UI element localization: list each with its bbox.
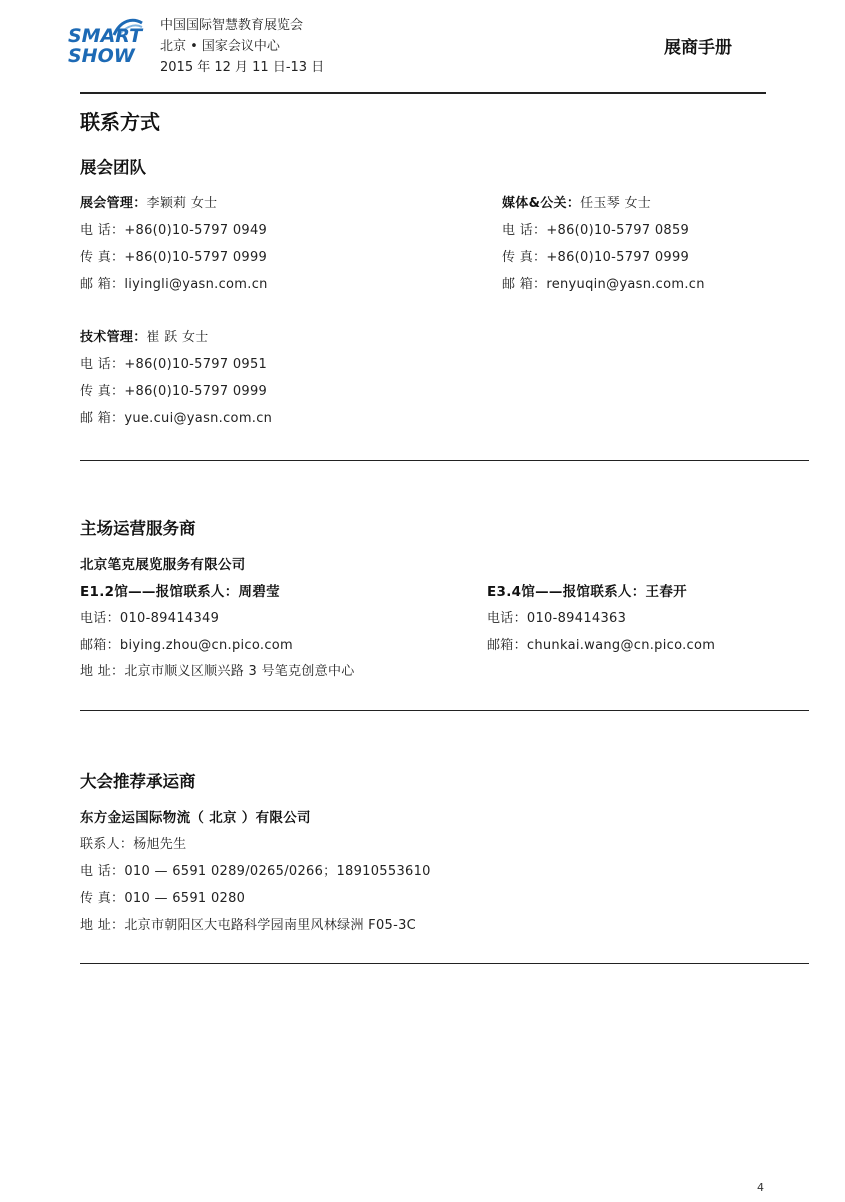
carrier-heading: 大会推荐承运商 (80, 772, 196, 791)
tech-fax: 传 真：+86(0)10-5797 0999 (80, 384, 268, 399)
media-role: 媒体&公关： (502, 196, 581, 211)
operator-divider (80, 710, 809, 711)
doc-title: 展商手册 (664, 38, 732, 58)
tech-tel: 电 话：+86(0)10-5797 0951 (80, 357, 268, 372)
carrier-company: 东方金运国际物流（ 北京 ）有限公司 (80, 810, 311, 826)
carrier-fax: 传 真：010 — 6591 0280 (80, 891, 246, 906)
mgmt-name: 李颖莉 女士 (146, 196, 218, 211)
carrier-address: 地 址：北京市朝阳区大屯路科学园南里风林绿洲 F05-3C (80, 918, 417, 933)
tech-role: 技术管理： (80, 330, 147, 345)
media-tel: 电 话：+86(0)10-5797 0859 (502, 223, 690, 238)
media-email: 邮 箱：renyuqin@yasn.com.cn (502, 277, 705, 292)
carrier-tel: 电 话：010 — 6591 0289/0265/0266；18910553610 (80, 864, 431, 879)
operator-left-tel: 电话：010-89414349 (80, 611, 220, 626)
operator-left-email: 邮箱：biying.zhou@cn.pico.com (80, 638, 294, 653)
team-divider (80, 460, 809, 461)
logo-word-show: SHOW (68, 45, 135, 67)
operator-right-head: E3.4馆——报馆联系人：王春开 (487, 584, 687, 600)
carrier-divider (80, 963, 809, 964)
carrier-contact: 联系人：杨旭先生 (80, 837, 187, 852)
logo-word-smart: SMART (68, 25, 143, 47)
media-name: 任玉琴 女士 (580, 196, 652, 211)
tech-email: 邮 箱：yue.cui@yasn.com.cn (80, 411, 273, 426)
operator-heading: 主场运营服务商 (80, 519, 196, 538)
mgmt-fax: 传 真：+86(0)10-5797 0999 (80, 250, 268, 265)
mgmt-email: 邮 箱：liyingli@yasn.com.cn (80, 277, 268, 292)
page-number: 4 (757, 1181, 764, 1194)
page-title: 联系方式 (80, 110, 160, 134)
mgmt-role: 展会管理： (80, 196, 147, 211)
smart-show-logo (64, 17, 148, 79)
tech-contact-name (80, 326, 209, 345)
tech-name: 崔 跃 女士 (146, 330, 209, 345)
header-venue: 北京 • 国家会议中心 (160, 39, 280, 54)
operator-right-email: 邮箱：chunkai.wang@cn.pico.com (487, 638, 716, 653)
mgmt-contact-name (80, 192, 217, 211)
team-heading: 展会团队 (80, 158, 146, 177)
operator-right-tel: 电话：010-89414363 (487, 611, 627, 626)
mgmt-tel: 电 话：+86(0)10-5797 0949 (80, 223, 268, 238)
header-event-name: 中国国际智慧教育展览会 (160, 18, 304, 33)
operator-left-head: E1.2馆——报馆联系人：周碧莹 (80, 584, 280, 600)
media-contact-name (502, 192, 651, 211)
media-fax: 传 真：+86(0)10-5797 0999 (502, 250, 690, 265)
header-dates: 2015 年 12 月 11 日-13 日 (160, 60, 325, 75)
operator-address: 地 址：北京市顺义区顺兴路 3 号笔克创意中心 (80, 664, 355, 679)
operator-company: 北京笔克展览服务有限公司 (80, 557, 246, 573)
header-divider (80, 92, 766, 94)
